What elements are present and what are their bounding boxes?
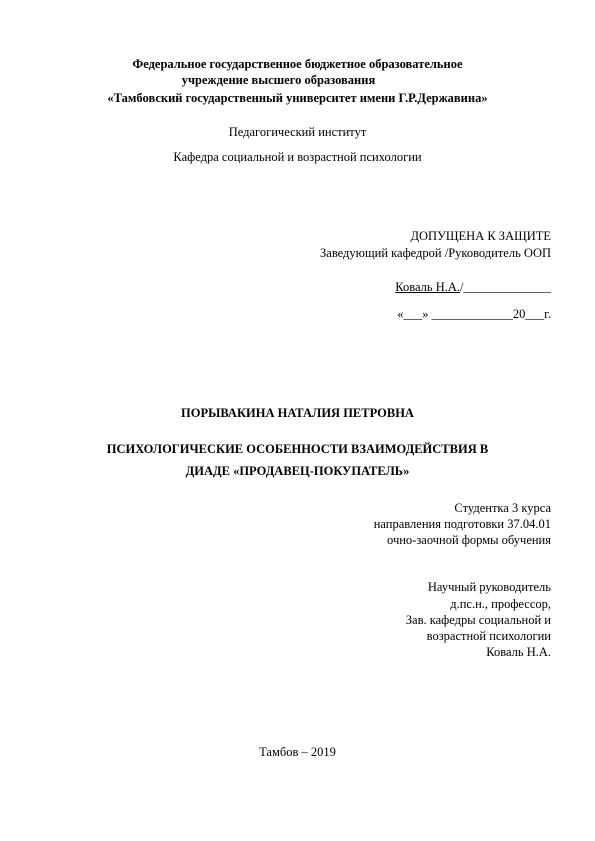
approval-date-line: «___» _____________20___г. bbox=[397, 307, 551, 321]
university-name: «Тамбовский государственный университет имени Г.Р.Державина» bbox=[107, 91, 488, 105]
city-year: Тамбов – 2019 bbox=[259, 745, 336, 759]
header-line-2: учреждение высшего образования bbox=[181, 73, 376, 87]
approval-signer-name: Коваль Н.А. bbox=[395, 280, 461, 294]
approval-signature-blank: /______________ bbox=[460, 280, 551, 294]
department-name: Кафедра социальной и возрастной психологии bbox=[173, 150, 422, 164]
approval-signature-line bbox=[395, 279, 551, 295]
header-line-1: Федеральное государственное бюджетное образовательное bbox=[132, 57, 463, 71]
student-course: Студентка 3 курса bbox=[454, 501, 551, 515]
supervisor-position-1: Зав. кафедры социальной и bbox=[405, 613, 551, 627]
supervisor-position-2: возрастной психологии bbox=[426, 629, 551, 643]
supervisor-degree: д.пс.н., профессор, bbox=[450, 597, 551, 611]
approval-role: Заведующий кафедрой /Руководитель ООП bbox=[320, 246, 551, 260]
student-program: направления подготовки 37.04.01 bbox=[373, 517, 551, 531]
supervisor-label: Научный руководитель bbox=[427, 580, 551, 594]
approval-title: ДОПУЩЕНА К ЗАЩИТЕ bbox=[410, 229, 551, 243]
institute-name: Педагогический институт bbox=[228, 125, 367, 139]
thesis-title-line-1: ПСИХОЛОГИЧЕСКИЕ ОСОБЕННОСТИ ВЗАИМОДЕЙСТВИЯ В bbox=[106, 442, 489, 456]
supervisor-name: Коваль Н.А. bbox=[486, 645, 551, 659]
student-study-form: очно-заочной формы обучения bbox=[387, 533, 551, 547]
thesis-title-line-2: ДИАДЕ «ПРОДАВЕЦ-ПОКУПАТЕЛЬ» bbox=[185, 464, 410, 478]
author-name: ПОРЫВАКИНА НАТАЛИЯ ПЕТРОВНА bbox=[181, 406, 414, 420]
